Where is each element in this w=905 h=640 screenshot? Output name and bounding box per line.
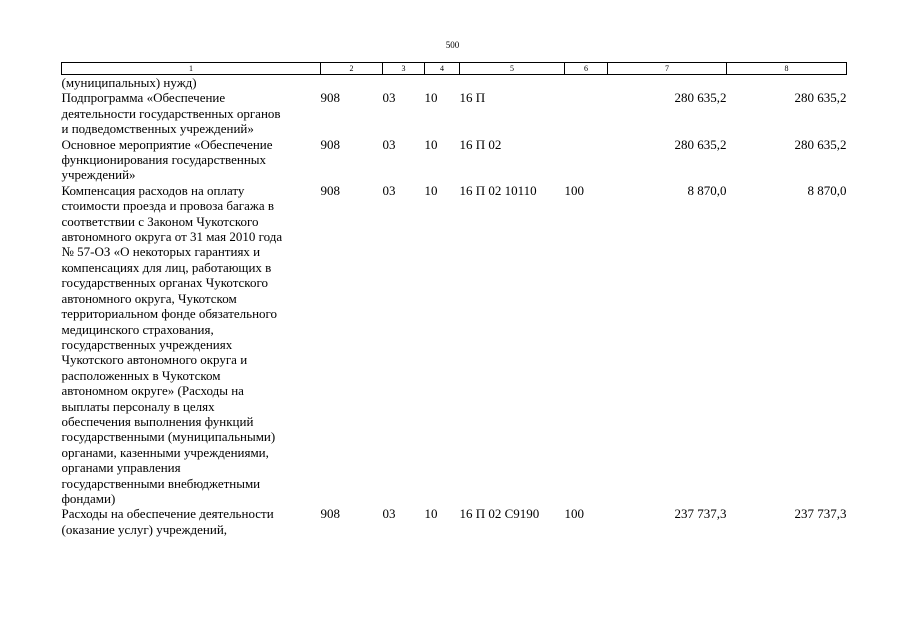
ministry-code: 908 — [320, 136, 340, 152]
target-article-code: 16 П 02 — [459, 136, 502, 152]
amount-2: 237 737,3 — [794, 506, 847, 522]
subsection-code: 10 — [424, 182, 438, 198]
column-header: 2 — [321, 63, 383, 75]
expense-type-code: 100 — [564, 182, 584, 198]
section-code: 03 — [382, 90, 396, 106]
amount-2: 280 635,2 — [794, 136, 847, 152]
row-name: (муниципальных) нужд) — [61, 75, 197, 90]
table-row-continuation — [62, 75, 847, 91]
target-article-code: 16 П — [459, 90, 486, 106]
column-number-header-row — [62, 63, 847, 75]
ministry-code: 908 — [320, 90, 340, 106]
column-header: 4 — [425, 63, 460, 75]
section-code: 03 — [382, 182, 396, 198]
expense-type-code — [565, 90, 608, 136]
column-header: 1 — [62, 63, 321, 75]
section-code: 03 — [382, 136, 396, 152]
amount-1: 237 737,3 — [674, 506, 727, 522]
amount-2: 8 870,0 — [807, 182, 847, 198]
subsection-code: 10 — [424, 506, 438, 522]
budget-table — [61, 62, 847, 537]
target-article-code: 16 П 02 С9190 — [459, 506, 540, 522]
row-name: Компенсация расходов на оплату стоимости проезда и провоза багажа в соответствии с Законом Чукотского автономного округа от 31 мая 2010 года № 57-ОЗ «О некоторых гарантиях и компенсациях для лиц, работающих в государственных органах Чукотского автономного округа, Чукотском территориальном фонде обязательного медицинского страхования, государственных учреждениях Чукотского автономного округа и расположенных в Чукотском автономном округе» (Расходы на выплаты персоналу в целях обеспечения выполнения функций государственными (муниципальными) органами, казенными учреждениями, органами управления государственными внебюджетными фондами) — [61, 182, 283, 506]
row-name: Расходы на обеспечение деятельности (оказание услуг) учреждений, — [61, 506, 274, 537]
subsection-code: 10 — [424, 136, 438, 152]
expense-type-code — [565, 137, 608, 183]
column-header: 6 — [565, 63, 608, 75]
section-code: 03 — [382, 506, 396, 522]
amount-1: 280 635,2 — [674, 136, 727, 152]
column-header: 7 — [608, 63, 727, 75]
row-name: Подпрограмма «Обеспечение деятельности государственных органов и подведомственных учреждений» — [61, 90, 281, 137]
target-article-code: 16 П 02 10110 — [459, 182, 537, 198]
column-header: 5 — [460, 63, 565, 75]
ministry-code: 908 — [320, 182, 340, 198]
page-number: 500 — [445, 40, 460, 50]
subsection-code: 10 — [424, 90, 438, 106]
table-row — [62, 90, 847, 136]
column-header: 3 — [383, 63, 425, 75]
amount-1: 8 870,0 — [687, 182, 727, 198]
table-row — [62, 183, 847, 507]
table-row — [62, 137, 847, 183]
row-name: Основное мероприятие «Обеспечение функционирования государственных учреждений» — [61, 136, 273, 183]
expense-type-code: 100 — [564, 506, 584, 522]
amount-1: 280 635,2 — [674, 90, 727, 106]
amount-2: 280 635,2 — [794, 90, 847, 106]
ministry-code: 908 — [320, 506, 340, 522]
column-header: 8 — [727, 63, 847, 75]
table-row — [62, 506, 847, 537]
